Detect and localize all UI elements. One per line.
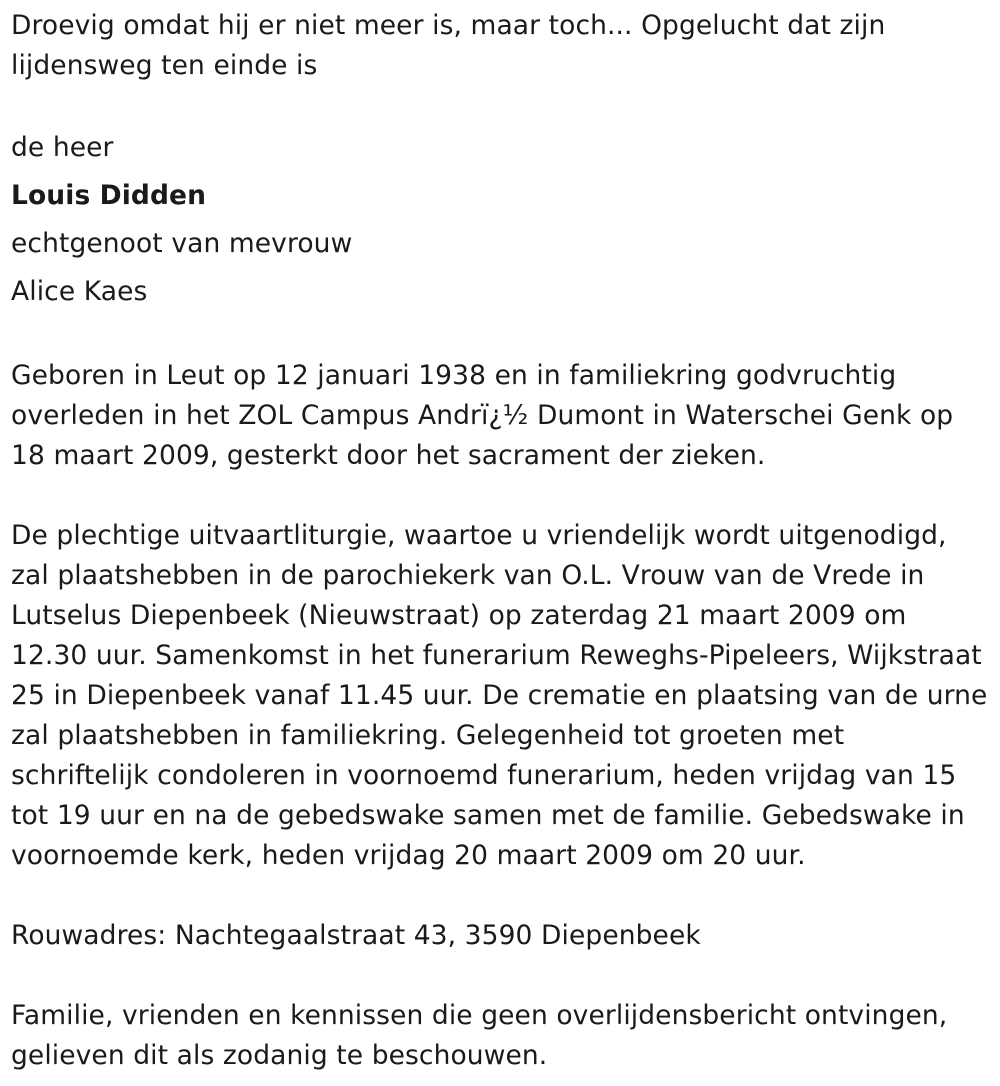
spacer [11,316,988,356]
closing-paragraph: Familie, vrienden en kennissen die geen overlijdensbericht ontvingen, gelieven dit als zodanig te beschouwen. [11,1000,948,1071]
mourning-address: Rouwadres: Nachtegaalstraat 43, 3590 Diepenbeek [11,920,701,951]
spouse-name: Alice Kaes [11,276,148,307]
relation-text: echtgenoot van mevrouw [11,228,353,259]
intro-text: Droevig omdat hij er niet meer is, maar toch... Opgelucht dat zijn lijdensweg ten einde is [11,10,886,81]
deceased-name: Louis Didden [11,180,207,211]
birth-death-paragraph: Geboren in Leut op 12 januari 1938 en in familiekring godvruchtig overleden in het ZOL Campus Andrï¿½ Dumont in Waterschei Genk op 18 maart 2009, gesterkt door het sacrament der zieken. [11,360,954,471]
spacer [11,86,988,124]
spacer [11,476,988,516]
spacer [11,956,988,996]
spacer [11,876,988,916]
title-prefix: de heer [11,132,114,163]
funeral-details-paragraph: De plechtige uitvaartliturgie, waartoe u vriendelijk wordt uitgenodigd, zal plaatshebben in de parochiekerk van O.L. Vrouw van de Vrede in Lutselus Diepenbeek (Nieuwstraat) op zaterdag 21 maart 2009 om 12.30 uur. Samenkomst in het funerarium Reweghs-Pipeleers, Wijkstraat 25 in Diepenbeek vanaf 11.45 uur. De crematie en plaatsing van de urne zal plaatshebben in familiekring. Gelegenheid tot groeten met schriftelijk condoleren in voornoemd funerarium, heden vrijdag van 15 tot 19 uur en na de gebedswake samen met de familie. Gebedswake in voornoemde kerk, heden vrijdag 20 maart 2009 om 20 uur. [11,520,988,871]
